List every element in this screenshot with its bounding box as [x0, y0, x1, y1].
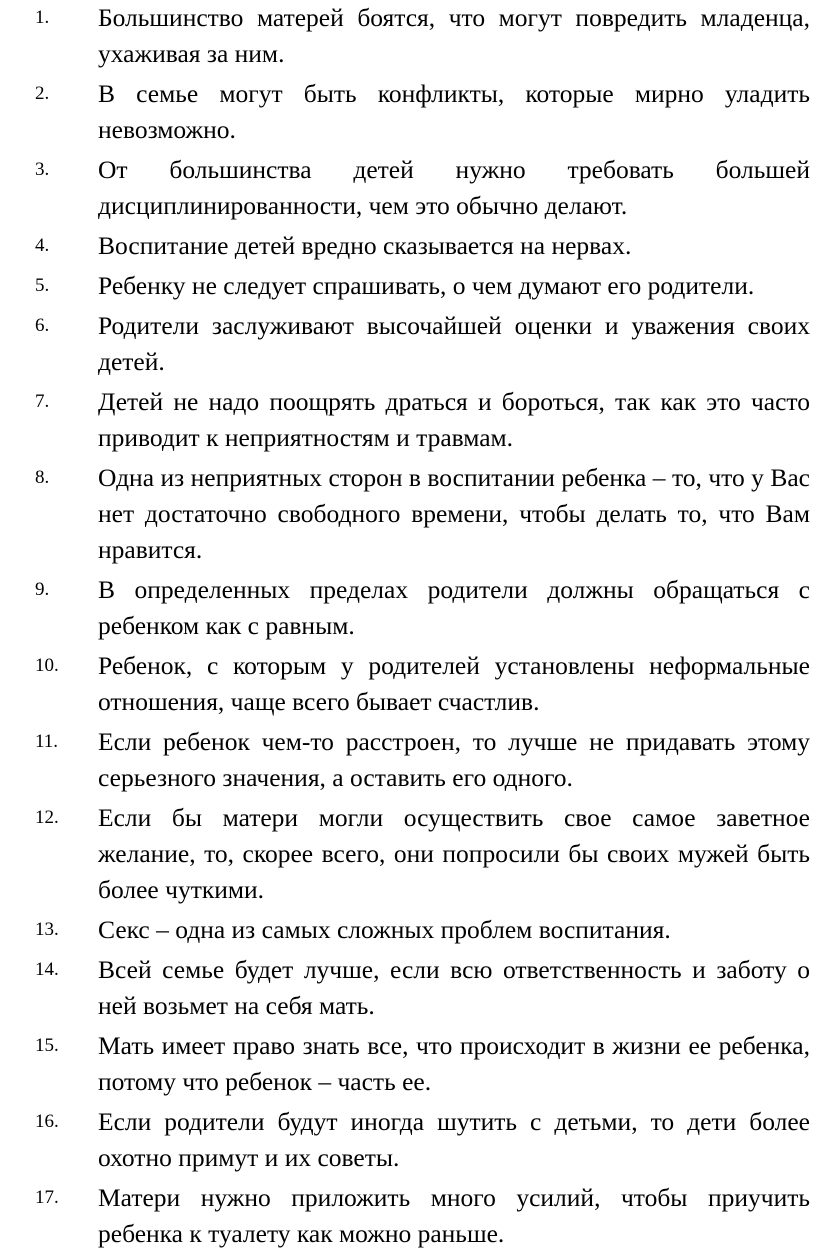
list-item: [0, 0, 810, 72]
item-text: Матери нужно приложить много усилий, чтобы приучить ребенка к туалету как можно раньше.: [98, 1183, 810, 1248]
item-number: 16.: [35, 1111, 59, 1132]
item-text: От большинства детей нужно требовать большей дисциплинированности, чем это обычно делают.: [98, 155, 810, 220]
list-item: [0, 228, 810, 264]
list-item: [0, 76, 810, 148]
item-number: 7.: [35, 391, 50, 412]
item-text: Если ребенок чем-то расстроен, то лучше не придавать этому серьезного значения, а оставить его одного.: [98, 727, 810, 792]
item-text: Всей семье будет лучше, если всю ответственность и заботу о ней возьмет на себя мать.: [98, 955, 810, 1020]
item-number: 9.: [35, 579, 50, 600]
list-item: [0, 1028, 810, 1100]
item-number: 11.: [35, 731, 59, 752]
item-number: 15.: [35, 1035, 59, 1056]
item-text: Одна из неприятных сторон в воспитании ребенка – то, что у Вас нет достаточно свободного времени, чтобы делать то, что Вам нравится.: [98, 463, 810, 564]
list-item: [0, 308, 810, 380]
item-number: 4.: [35, 235, 50, 256]
item-number: 5.: [35, 275, 50, 296]
list-item: [0, 268, 810, 304]
item-text: Родители заслуживают высочайшей оценки и уважения своих детей.: [98, 311, 810, 376]
list-item: [0, 800, 810, 908]
item-number: 10.: [35, 655, 59, 676]
item-text: Мать имеет право знать все, что происходит в жизни ее ребенка, потому что ребенок – часть ее.: [98, 1031, 810, 1096]
item-number: 17.: [35, 1187, 59, 1208]
item-number: 3.: [35, 159, 50, 180]
list-item: [0, 648, 810, 720]
item-text: В определенных пределах родители должны обращаться с ребенком как с равным.: [98, 575, 810, 640]
item-number: 8.: [35, 467, 50, 488]
list-item: [0, 724, 810, 796]
list-item: [0, 1180, 810, 1252]
item-text: Если родители будут иногда шутить с детьми, то дети более охотно примут и их советы.: [98, 1107, 810, 1172]
item-text: Секс – одна из самых сложных проблем воспитания.: [98, 915, 671, 944]
item-text: Ребенок, с которым у родителей установлены неформальные отношения, чаще всего бывает счастлив.: [98, 651, 810, 716]
list-item: [0, 152, 810, 224]
list-item: [0, 572, 810, 644]
item-number: 13.: [35, 919, 59, 940]
list-item: [0, 460, 810, 568]
list-item: [0, 1104, 810, 1176]
item-number: 1.: [35, 7, 50, 28]
list-item: [0, 912, 810, 948]
item-text: Если бы матери могли осуществить свое самое заветное желание, то, скорее всего, они попросили бы своих мужей быть более чуткими.: [98, 803, 810, 904]
item-number: 2.: [35, 83, 50, 104]
list-item: [0, 952, 810, 1024]
item-number: 14.: [35, 959, 59, 980]
list-item: [0, 384, 810, 456]
item-text: Воспитание детей вредно сказывается на нервах.: [98, 231, 632, 260]
item-text: Ребенку не следует спрашивать, о чем думают его родители.: [98, 271, 755, 300]
item-text: Детей не надо поощрять драться и бороться, так как это часто приводит к неприятностям и травмам.: [98, 387, 810, 452]
item-text: В семье могут быть конфликты, которые мирно уладить невозможно.: [98, 79, 810, 144]
item-number: 6.: [35, 315, 50, 336]
item-number: 12.: [35, 807, 59, 828]
item-text: Большинство матерей боятся, что могут повредить младенца, ухаживая за ним.: [98, 3, 810, 68]
